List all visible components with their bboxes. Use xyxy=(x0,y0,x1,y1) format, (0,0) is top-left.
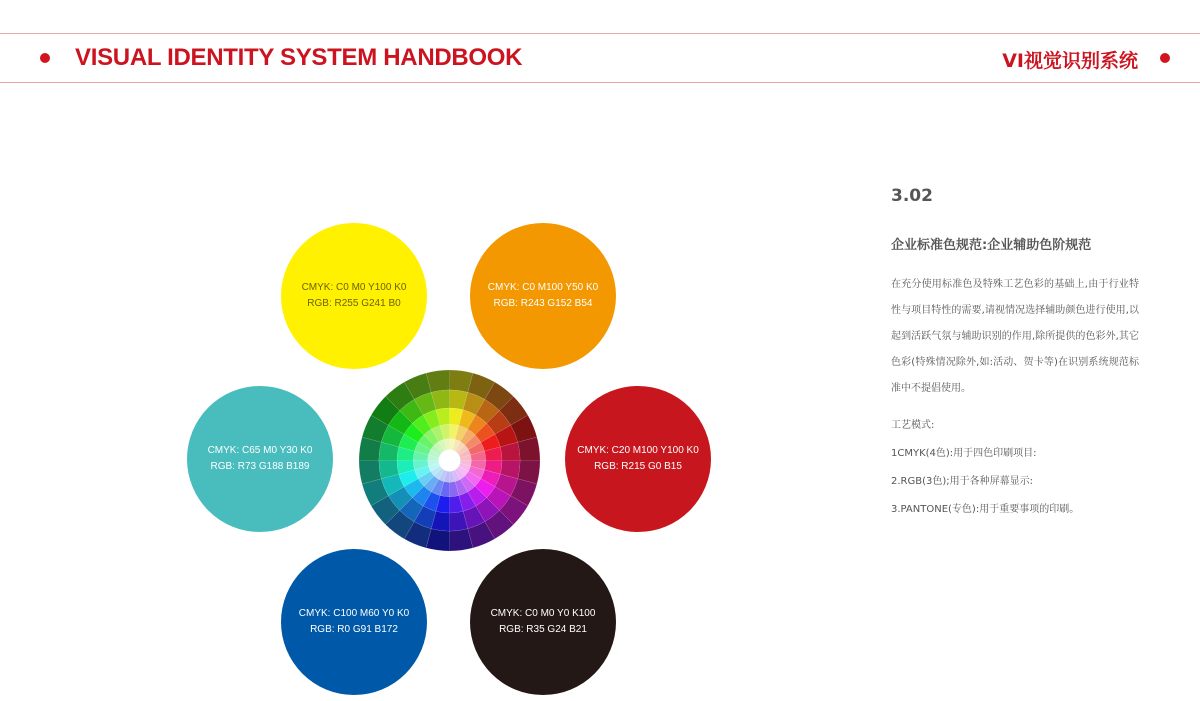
left-red-dot xyxy=(40,53,50,63)
swatch-rgb: RGB: R215 G0 B15 xyxy=(594,461,682,472)
mode-item-cmyk: 1CMYK(4色):用于四色印刷项目: xyxy=(891,448,1037,459)
swatch-orange xyxy=(470,223,616,369)
section-number: 3.02 xyxy=(891,186,933,206)
handbook-title: VISUAL IDENTITY SYSTEM HANDBOOK xyxy=(75,44,523,71)
page-header xyxy=(0,33,1200,83)
vi-system-title: VI视觉识别系统 xyxy=(1002,50,1138,72)
mode-item-pantone: 3.PANTONE(专色):用于重要事项的印刷。 xyxy=(891,504,1080,515)
swatch-rgb: RGB: R35 G24 B21 xyxy=(499,624,587,635)
section-title: 企业标准色规范:企业辅助色阶规范 xyxy=(891,238,1092,253)
swatch-cmyk: CMYK: C100 M60 Y0 K0 xyxy=(298,608,410,619)
swatch-yellow xyxy=(281,223,427,369)
swatch-black xyxy=(470,549,616,695)
swatch-cmyk: CMYK: C65 M0 Y30 K0 xyxy=(207,445,313,456)
swatch-cmyk: CMYK: C0 M0 Y0 K100 xyxy=(490,608,596,619)
swatch-rgb: RGB: R243 G152 B54 xyxy=(493,298,593,309)
swatch-cmyk: CMYK: C20 M100 Y100 K0 xyxy=(577,445,699,456)
swatch-rgb: RGB: R0 G91 B172 xyxy=(310,624,398,635)
swatch-rgb: RGB: R73 G188 B189 xyxy=(210,461,310,472)
right-red-dot xyxy=(1160,53,1170,63)
swatch-rgb: RGB: R255 G241 B0 xyxy=(307,298,401,309)
swatch-cmyk: CMYK: C0 M100 Y50 K0 xyxy=(487,282,599,293)
wheel-center xyxy=(439,450,461,472)
swatch-cmyk: CMYK: C0 M0 Y100 K0 xyxy=(301,282,407,293)
section-paragraph: 在充分使用标准色及特殊工艺色彩的基础上,由于行业特性与项目特性的需要,请视情况选择辅助颜色进行使用,以起到活跃气氛与辅助识别的作用,除所提供的色彩外,其它色彩(特殊情况除外,如:活动、贺卡等)在识别系统规范标准中不提倡使用。 xyxy=(891,279,1139,394)
swatch-cyan xyxy=(187,386,333,532)
mode-item-rgb: 2.RGB(3色);用于各种屏幕显示: xyxy=(891,476,1034,487)
color-wheel xyxy=(359,370,540,551)
mode-label: 工艺模式: xyxy=(891,420,935,431)
swatch-red xyxy=(565,386,711,532)
swatch-blue xyxy=(281,549,427,695)
